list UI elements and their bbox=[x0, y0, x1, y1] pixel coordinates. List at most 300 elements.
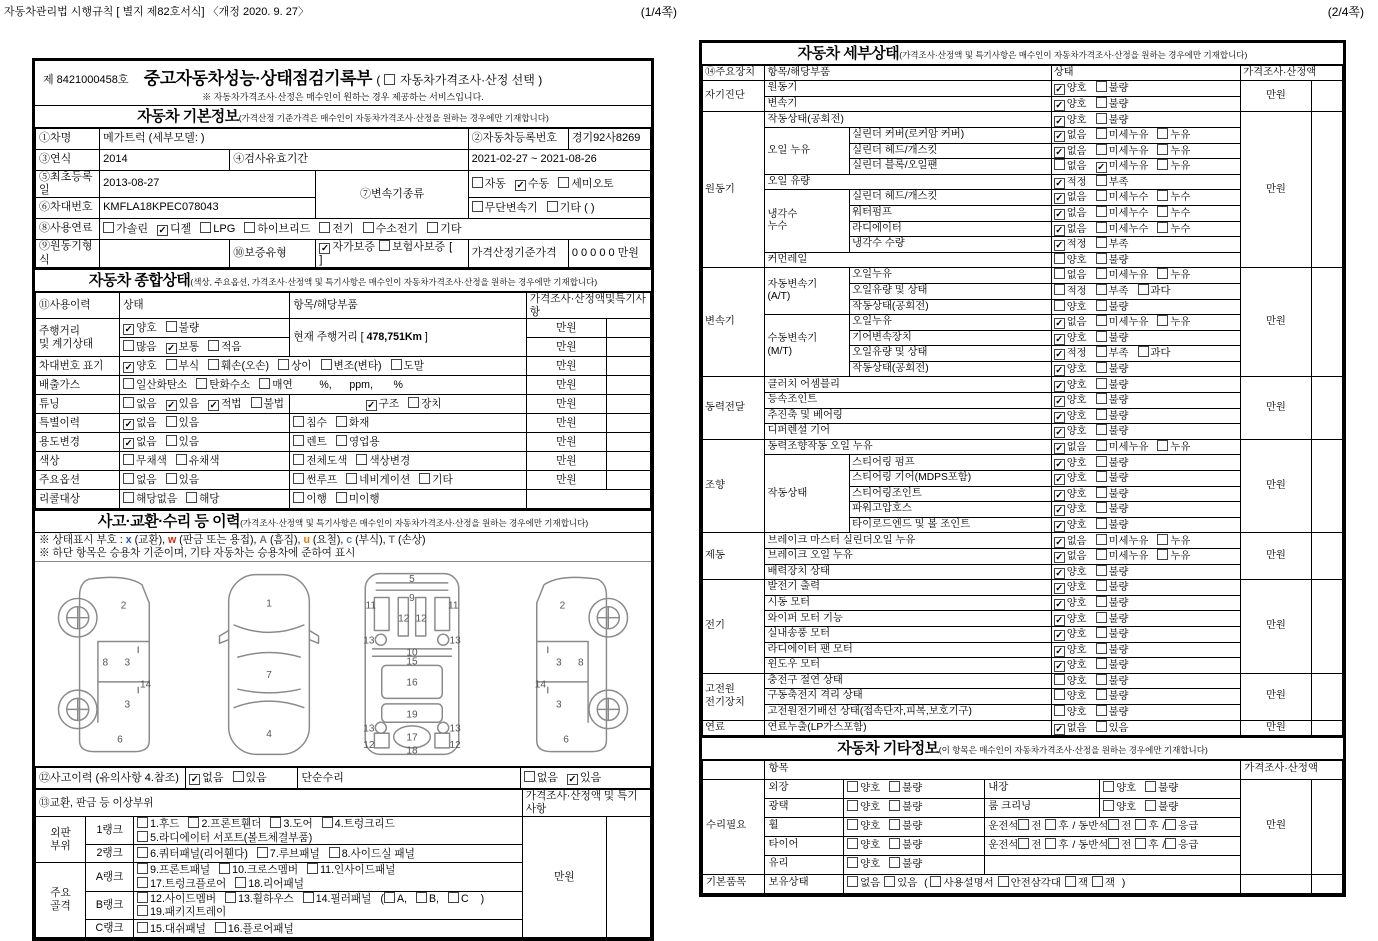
checkbox[interactable] bbox=[322, 817, 333, 828]
checkbox[interactable] bbox=[1054, 689, 1065, 700]
checkbox[interactable] bbox=[1096, 97, 1107, 108]
damage-code-legend bbox=[35, 533, 651, 562]
checkbox[interactable] bbox=[1096, 440, 1107, 451]
checkbox[interactable]: ✓ bbox=[1055, 614, 1064, 626]
cell bbox=[850, 268, 1052, 284]
text: 상태 bbox=[123, 299, 144, 312]
checkbox[interactable] bbox=[137, 892, 148, 903]
checkbox[interactable] bbox=[176, 454, 187, 465]
checkbox[interactable] bbox=[847, 800, 858, 811]
checkbox[interactable] bbox=[1096, 487, 1107, 498]
checkbox-label: 양호 bbox=[136, 322, 157, 335]
checkbox[interactable] bbox=[336, 492, 347, 503]
table-row bbox=[36, 768, 651, 789]
checkbox-label: 양호 bbox=[860, 783, 881, 795]
text: 냉각수 수량 bbox=[852, 238, 905, 250]
checkbox[interactable] bbox=[1096, 565, 1107, 576]
checkbox[interactable]: ✓ bbox=[1055, 349, 1064, 361]
checkbox[interactable] bbox=[1096, 643, 1107, 654]
checkbox[interactable]: ✓ bbox=[124, 419, 133, 431]
checkbox-option bbox=[123, 340, 156, 354]
checkbox-label: 훼손(오손) bbox=[221, 360, 270, 373]
checkbox[interactable] bbox=[1054, 674, 1065, 685]
checkbox[interactable] bbox=[137, 922, 148, 933]
checkbox[interactable] bbox=[293, 416, 304, 427]
text: 룸 크리닝 bbox=[988, 801, 1032, 813]
checkbox[interactable] bbox=[336, 435, 347, 446]
checkbox[interactable] bbox=[1092, 876, 1103, 887]
checkbox[interactable] bbox=[321, 359, 332, 370]
text: 연료 bbox=[705, 721, 725, 733]
title-note: ※ 자동차가격조사·산정은 매수인이 원하는 경우 제공하는 서비스입니다. bbox=[202, 92, 484, 102]
text: 스티어링 펌프 bbox=[852, 456, 915, 468]
checkbox[interactable] bbox=[889, 781, 900, 792]
checkbox[interactable]: ✓ bbox=[1055, 661, 1064, 673]
checkbox[interactable] bbox=[1096, 253, 1107, 264]
table-row bbox=[36, 376, 651, 395]
checkbox[interactable]: ✓ bbox=[1055, 536, 1064, 548]
checkbox-option bbox=[137, 922, 206, 936]
checkbox[interactable]: ✓ bbox=[124, 362, 133, 374]
checkbox[interactable] bbox=[233, 771, 244, 782]
checkbox[interactable] bbox=[1096, 596, 1107, 607]
checkbox[interactable] bbox=[847, 876, 858, 887]
document-number: 제 8421000458호 bbox=[43, 74, 129, 86]
checkbox[interactable]: ✓ bbox=[1055, 427, 1064, 439]
text: 현재 주행거리 [ bbox=[293, 331, 367, 344]
checkbox[interactable] bbox=[448, 892, 459, 903]
checkbox[interactable] bbox=[208, 359, 219, 370]
checkbox[interactable] bbox=[293, 492, 304, 503]
checkbox[interactable] bbox=[1096, 456, 1107, 467]
checkbox[interactable] bbox=[1045, 838, 1056, 849]
checkbox[interactable]: ✓ bbox=[1055, 598, 1064, 610]
checkbox[interactable]: ✓ bbox=[1055, 380, 1064, 392]
checkbox[interactable]: ✓ bbox=[1097, 162, 1106, 174]
checkbox[interactable] bbox=[1096, 674, 1107, 685]
checkbox[interactable]: ✓ bbox=[516, 179, 525, 191]
checkbox-option bbox=[1054, 83, 1087, 95]
checkbox[interactable] bbox=[235, 877, 246, 888]
checkbox[interactable] bbox=[293, 435, 304, 446]
checkbox[interactable] bbox=[1096, 549, 1107, 560]
checkbox[interactable]: ✓ bbox=[367, 400, 376, 412]
checkbox[interactable] bbox=[356, 454, 367, 465]
checkbox[interactable] bbox=[251, 397, 262, 408]
checkbox[interactable] bbox=[1096, 378, 1107, 389]
checkbox[interactable] bbox=[103, 222, 114, 233]
checkbox[interactable] bbox=[244, 222, 255, 233]
car-damage-diagrams bbox=[35, 562, 651, 767]
checkbox[interactable] bbox=[847, 781, 858, 792]
checkbox[interactable] bbox=[1103, 781, 1114, 792]
checkbox[interactable] bbox=[319, 222, 330, 233]
checkbox[interactable] bbox=[1096, 580, 1107, 591]
checkbox[interactable] bbox=[416, 892, 427, 903]
checkbox[interactable] bbox=[1045, 819, 1056, 830]
checkbox-option bbox=[244, 222, 310, 236]
checkbox[interactable] bbox=[1018, 819, 1029, 830]
checkbox[interactable] bbox=[1096, 315, 1107, 326]
checkbox[interactable] bbox=[137, 831, 148, 842]
checkbox-option bbox=[1138, 346, 1171, 360]
checkbox-label: 양호 bbox=[1066, 582, 1087, 594]
text: 만원 bbox=[556, 473, 577, 486]
cell bbox=[765, 855, 844, 874]
checkbox[interactable] bbox=[137, 877, 148, 888]
checkbox[interactable]: ✓ bbox=[1055, 520, 1064, 532]
checkbox[interactable] bbox=[1157, 222, 1168, 233]
text: 구동축전지 격리 상태 bbox=[767, 690, 863, 702]
cell bbox=[120, 338, 290, 357]
checkbox[interactable] bbox=[1054, 159, 1065, 170]
checkbox[interactable]: ✓ bbox=[158, 224, 167, 236]
checkbox-option bbox=[1054, 473, 1087, 485]
cell bbox=[606, 414, 650, 433]
checkbox[interactable] bbox=[307, 863, 318, 874]
checkbox[interactable] bbox=[547, 201, 558, 212]
text: (판금 또는 용접), bbox=[176, 533, 260, 546]
checkbox[interactable]: ✓ bbox=[1055, 411, 1064, 423]
cell bbox=[765, 564, 1051, 580]
checkbox[interactable] bbox=[1157, 144, 1168, 155]
checkbox-label: 양호 bbox=[860, 802, 881, 814]
checkbox-label: 불량 bbox=[1108, 488, 1129, 500]
checkbox[interactable] bbox=[137, 863, 148, 874]
price-cell bbox=[526, 357, 606, 376]
checkbox[interactable] bbox=[1096, 705, 1107, 716]
checkbox[interactable] bbox=[200, 222, 211, 233]
checkbox[interactable] bbox=[1096, 237, 1107, 248]
checkbox[interactable] bbox=[1096, 627, 1107, 638]
checkbox[interactable] bbox=[1096, 362, 1107, 373]
checkbox[interactable]: ✓ bbox=[190, 774, 199, 786]
checkbox[interactable] bbox=[1065, 876, 1076, 887]
checkbox[interactable] bbox=[847, 819, 858, 830]
checkbox[interactable] bbox=[1096, 424, 1107, 435]
checkbox[interactable] bbox=[137, 817, 148, 828]
checkbox[interactable] bbox=[1138, 346, 1149, 357]
checkbox-option bbox=[1096, 518, 1129, 532]
checkbox[interactable] bbox=[1135, 838, 1146, 849]
checkbox[interactable] bbox=[278, 359, 289, 370]
checkbox[interactable] bbox=[123, 397, 134, 408]
checkbox[interactable] bbox=[196, 378, 207, 389]
checkbox[interactable] bbox=[1108, 819, 1119, 830]
checkbox[interactable] bbox=[1096, 689, 1107, 700]
checkbox[interactable]: ✓ bbox=[320, 242, 329, 254]
table-row bbox=[703, 874, 1343, 893]
checkbox[interactable]: ✓ bbox=[1055, 442, 1064, 454]
cell bbox=[468, 170, 650, 197]
cell bbox=[850, 283, 1052, 299]
checkbox[interactable] bbox=[123, 378, 134, 389]
checkbox[interactable] bbox=[1096, 518, 1107, 529]
checkbox[interactable] bbox=[1054, 284, 1065, 295]
checkbox[interactable] bbox=[1096, 346, 1107, 357]
checkbox[interactable] bbox=[1096, 471, 1107, 482]
cell bbox=[1051, 424, 1240, 440]
checkbox[interactable]: ✓ bbox=[1055, 474, 1064, 486]
checkbox[interactable]: ✓ bbox=[1055, 567, 1064, 579]
text: 운전석 bbox=[988, 821, 1019, 833]
text: 스티어링조인트 bbox=[852, 487, 922, 499]
checkbox[interactable] bbox=[1157, 315, 1168, 326]
checkbox[interactable] bbox=[884, 876, 895, 887]
checkbox[interactable] bbox=[336, 416, 347, 427]
checkbox[interactable] bbox=[137, 905, 148, 916]
checkbox[interactable] bbox=[524, 771, 535, 782]
checkbox[interactable]: ✓ bbox=[1055, 396, 1064, 408]
table-row bbox=[703, 112, 1343, 128]
checkbox-option bbox=[1096, 190, 1149, 204]
checkbox[interactable]: ✓ bbox=[1055, 505, 1064, 517]
checkbox[interactable]: ✓ bbox=[1055, 209, 1064, 221]
checkbox[interactable] bbox=[1096, 284, 1107, 295]
checkbox-label: 적정 bbox=[1066, 239, 1087, 251]
checkbox[interactable] bbox=[123, 473, 134, 484]
checkbox[interactable]: ✓ bbox=[1055, 193, 1064, 205]
checkbox[interactable] bbox=[259, 378, 270, 389]
checkbox[interactable] bbox=[1096, 268, 1107, 279]
checkbox[interactable]: ✓ bbox=[1055, 224, 1064, 236]
checkbox[interactable] bbox=[889, 857, 900, 868]
checkbox[interactable]: ✓ bbox=[1055, 84, 1064, 96]
checkbox[interactable] bbox=[419, 473, 430, 484]
checkbox-option bbox=[103, 222, 148, 236]
checkbox-option bbox=[123, 473, 156, 487]
checkbox[interactable]: ✓ bbox=[1055, 489, 1064, 501]
checkbox[interactable] bbox=[847, 857, 858, 868]
price-cell bbox=[1241, 720, 1312, 736]
checkbox[interactable] bbox=[1054, 300, 1065, 311]
checkbox[interactable] bbox=[166, 473, 177, 484]
checkbox[interactable] bbox=[1096, 222, 1107, 233]
checkbox[interactable] bbox=[384, 74, 395, 85]
checkbox-label: 불량 bbox=[1108, 395, 1129, 407]
checkbox[interactable] bbox=[215, 922, 226, 933]
zone-number: 12 bbox=[415, 613, 427, 625]
checkbox[interactable] bbox=[472, 201, 483, 212]
checkbox[interactable]: ✓ bbox=[1055, 458, 1064, 470]
text: 주요 bbox=[50, 887, 71, 900]
zone-number: 3 bbox=[556, 657, 562, 669]
checkbox[interactable] bbox=[303, 892, 314, 903]
checkbox[interactable] bbox=[1135, 819, 1146, 830]
checkbox-option bbox=[1054, 130, 1087, 142]
checkbox[interactable] bbox=[1096, 534, 1107, 545]
checkbox-option bbox=[1135, 838, 1158, 852]
checkbox[interactable]: ✓ bbox=[167, 343, 176, 355]
zone-number: 13 bbox=[449, 635, 461, 647]
cell bbox=[1051, 720, 1240, 736]
checkbox[interactable]: ✓ bbox=[124, 324, 133, 336]
checkbox-label: 부족 bbox=[1108, 239, 1129, 251]
table-row bbox=[36, 292, 651, 318]
checkbox[interactable]: ✓ bbox=[1055, 723, 1064, 735]
checkbox[interactable] bbox=[1165, 819, 1176, 830]
checkbox[interactable] bbox=[1157, 128, 1168, 139]
checkbox[interactable]: ✓ bbox=[1055, 645, 1064, 657]
checkbox[interactable] bbox=[166, 321, 177, 332]
checkbox[interactable]: ✓ bbox=[1055, 240, 1064, 252]
text: 만원 bbox=[1265, 820, 1286, 832]
checkbox[interactable] bbox=[391, 359, 402, 370]
checkbox-label: 색상변경 bbox=[369, 455, 411, 468]
checkbox-option bbox=[889, 781, 922, 795]
checkbox[interactable] bbox=[1103, 800, 1114, 811]
damage-code: T bbox=[388, 533, 396, 546]
checkbox[interactable] bbox=[1096, 190, 1107, 201]
checkbox-option bbox=[123, 360, 156, 373]
checkbox[interactable] bbox=[188, 817, 199, 828]
checkbox[interactable] bbox=[889, 800, 900, 811]
checkbox[interactable] bbox=[1096, 128, 1107, 139]
text: ①차명 bbox=[39, 132, 72, 144]
checkbox[interactable] bbox=[1096, 144, 1107, 155]
checkbox[interactable] bbox=[889, 838, 900, 849]
checkbox[interactable] bbox=[166, 435, 177, 446]
checkbox[interactable] bbox=[1096, 300, 1107, 311]
checkbox[interactable] bbox=[1096, 81, 1107, 92]
checkbox[interactable] bbox=[472, 177, 483, 188]
checkbox[interactable] bbox=[998, 876, 1009, 887]
checkbox-label: 탄화수소 bbox=[209, 379, 251, 392]
checkbox[interactable] bbox=[1096, 721, 1107, 732]
checkbox[interactable] bbox=[1157, 206, 1168, 217]
checkbox[interactable] bbox=[1096, 612, 1107, 623]
checkbox[interactable] bbox=[558, 177, 569, 188]
checkbox[interactable] bbox=[1096, 206, 1107, 217]
checkbox[interactable] bbox=[1096, 331, 1107, 342]
checkbox[interactable] bbox=[166, 359, 177, 370]
cell bbox=[606, 357, 650, 376]
checkbox-option bbox=[1018, 838, 1041, 852]
table-row bbox=[36, 433, 651, 452]
checkbox[interactable]: ✓ bbox=[167, 400, 176, 412]
cell bbox=[120, 292, 290, 318]
checkbox[interactable] bbox=[1145, 781, 1156, 792]
checkbox[interactable] bbox=[123, 492, 134, 503]
checkbox-option bbox=[336, 492, 380, 506]
checkbox[interactable] bbox=[208, 340, 219, 351]
checkbox[interactable]: ✓ bbox=[124, 438, 133, 450]
checkbox[interactable] bbox=[166, 416, 177, 427]
checkbox[interactable] bbox=[408, 397, 419, 408]
checkbox[interactable] bbox=[123, 340, 134, 351]
checkbox[interactable] bbox=[137, 847, 148, 858]
price-cell bbox=[526, 452, 606, 471]
checkbox[interactable]: ✓ bbox=[1055, 318, 1064, 330]
checkbox[interactable] bbox=[270, 817, 281, 828]
checkbox[interactable]: ✓ bbox=[1055, 583, 1064, 595]
checkbox-label: 9.프론트패널 bbox=[150, 864, 211, 877]
checkbox[interactable] bbox=[293, 473, 304, 484]
cell bbox=[1100, 779, 1241, 798]
checkbox[interactable] bbox=[225, 892, 236, 903]
checkbox-option bbox=[1054, 504, 1087, 516]
checkbox[interactable] bbox=[1096, 175, 1107, 186]
checkbox[interactable] bbox=[1157, 159, 1168, 170]
checkbox[interactable] bbox=[1096, 393, 1107, 404]
checkbox[interactable] bbox=[379, 240, 390, 251]
cell bbox=[36, 490, 120, 509]
checkbox[interactable]: ✓ bbox=[1055, 131, 1064, 143]
checkbox-option bbox=[1103, 781, 1136, 795]
checkbox[interactable]: ✓ bbox=[1055, 333, 1064, 345]
cell bbox=[765, 127, 850, 174]
text: 항목/해당부품 bbox=[293, 299, 358, 312]
cell bbox=[765, 817, 844, 836]
checkbox[interactable] bbox=[293, 454, 304, 465]
checkbox-label: 양호 bbox=[1066, 83, 1087, 95]
checkbox[interactable] bbox=[1157, 190, 1168, 201]
text: 기어변속장치 bbox=[852, 331, 912, 343]
checkbox[interactable] bbox=[346, 473, 357, 484]
checkbox[interactable] bbox=[1157, 268, 1168, 279]
checkbox[interactable] bbox=[1096, 658, 1107, 669]
checkbox[interactable] bbox=[1138, 284, 1149, 295]
checkbox[interactable]: ✓ bbox=[1055, 99, 1064, 111]
checkbox[interactable] bbox=[1096, 502, 1107, 513]
checkbox[interactable] bbox=[1157, 440, 1168, 451]
table-row bbox=[36, 170, 651, 197]
checkbox[interactable] bbox=[1157, 549, 1168, 560]
checkbox[interactable] bbox=[1054, 705, 1065, 716]
checkbox[interactable] bbox=[889, 819, 900, 830]
car-side-left-diagram bbox=[50, 570, 188, 758]
cell bbox=[468, 149, 650, 170]
accident-history-table bbox=[35, 767, 651, 789]
checkbox[interactable] bbox=[1165, 838, 1176, 849]
checkbox[interactable] bbox=[1108, 838, 1119, 849]
checkbox[interactable] bbox=[847, 838, 858, 849]
checkbox[interactable]: ✓ bbox=[1055, 146, 1064, 158]
checkbox[interactable] bbox=[1018, 838, 1029, 849]
checkbox-label: 불량 bbox=[1108, 566, 1129, 578]
checkbox[interactable]: ✓ bbox=[568, 774, 577, 786]
checkbox[interactable] bbox=[1054, 253, 1065, 264]
checkbox[interactable] bbox=[219, 863, 230, 874]
checkbox[interactable]: ✓ bbox=[1055, 552, 1064, 564]
cell bbox=[985, 817, 1241, 836]
checkbox[interactable] bbox=[1096, 113, 1107, 124]
checkbox[interactable] bbox=[123, 454, 134, 465]
checkbox[interactable]: ✓ bbox=[1055, 365, 1064, 376]
checkbox[interactable] bbox=[186, 492, 197, 503]
text: (요철), bbox=[309, 533, 347, 546]
checkbox[interactable] bbox=[1054, 268, 1065, 279]
checkbox[interactable] bbox=[1145, 800, 1156, 811]
checkbox[interactable] bbox=[930, 876, 941, 887]
checkbox[interactable] bbox=[329, 847, 340, 858]
section-accident-history-header bbox=[35, 509, 651, 533]
checkbox[interactable] bbox=[257, 847, 268, 858]
checkbox[interactable] bbox=[1096, 409, 1107, 420]
cell bbox=[36, 414, 120, 433]
price-cell bbox=[1241, 268, 1312, 377]
table-row bbox=[36, 816, 651, 844]
checkbox[interactable] bbox=[384, 892, 395, 903]
checkbox-option bbox=[1054, 99, 1087, 111]
checkbox[interactable] bbox=[427, 222, 438, 233]
checkbox[interactable]: ✓ bbox=[1055, 630, 1064, 642]
checkbox[interactable]: ✓ bbox=[1055, 177, 1064, 189]
checkbox[interactable] bbox=[363, 222, 374, 233]
checkbox[interactable]: ✓ bbox=[209, 400, 218, 412]
checkbox[interactable]: ✓ bbox=[1055, 115, 1064, 127]
checkbox[interactable] bbox=[1157, 534, 1168, 545]
